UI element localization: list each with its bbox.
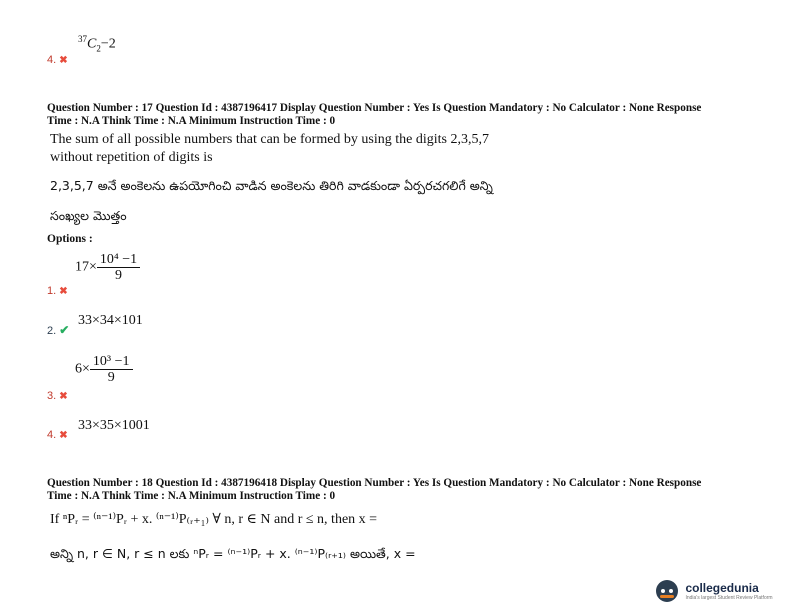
option-2[interactable]: 2. ✔ (47, 323, 70, 337)
option-1[interactable]: 1. ✖ (47, 285, 68, 297)
cross-icon: ✖ (59, 286, 68, 297)
collegedunia-logo: collegedunia India's largest Student Review Platform (656, 580, 773, 602)
q17-meta-line1: Question Number : 17 Question Id : 4387196417 Display Question Number : Yes Is Question Mandatory : No Calculator : None Response (47, 102, 702, 114)
q18-meta-line2: Time : N.A Think Time : N.A Minimum Instruction Time : 0 (47, 490, 336, 502)
options-label: Options : (47, 233, 93, 245)
option-1-expression: 17× $\frac{\text{10⁴ −1}}{9}$ (75, 252, 140, 283)
q18-meta-line1: Question Number : 18 Question Id : 4387196418 Display Question Number : Yes Is Question Mandatory : No Calculator : None Response (47, 477, 702, 489)
check-icon: ✔ (59, 323, 70, 337)
cross-icon: ✖ (59, 430, 68, 441)
q18-text-te: అన్ని n, r ∈ N, r ≤ n లకు ⁿPᵣ = ⁽ⁿ⁻¹⁾Pᵣ + x. ⁽ⁿ⁻¹⁾P₍ᵣ₊₁₎ అయితే, x = (50, 546, 416, 561)
q17-meta-line2: Time : N.A Think Time : N.A Minimum Instruction Time : 0 (47, 115, 336, 127)
option-3-expression: 6× $\frac{\text{10³ −1}}{9}$ (75, 354, 133, 385)
prev-option-4: 4. ✖ (47, 54, 68, 66)
option-3[interactable]: 3. ✖ (47, 390, 68, 402)
cross-icon: ✖ (59, 55, 68, 66)
option-4[interactable]: 4. ✖ (47, 429, 68, 441)
q17-telugu-line1: 2,3,5,7 అనే అంకెలను ఉపయోగించి వాడిన అంకెలను తిరిగి వాడకుండా ఏర్పరచగలిగే అన్ని (50, 178, 493, 193)
prev-option-expression: $^{37}C_2-2$ (78, 34, 116, 54)
q17-text-line2: without repetition of digits is (50, 150, 213, 165)
option-2-expression: 33×34×101 (78, 313, 143, 328)
option-4-expression: 33×35×1001 (78, 418, 150, 433)
q17-text-line1: The sum of all possible numbers that can be formed by using the digits 2,3,5,7 (50, 132, 489, 147)
q18-text-en: If ⁿPᵣ = ⁽ⁿ⁻¹⁾Pᵣ + x. ⁽ⁿ⁻¹⁾P₍ᵣ₊₁₎ ∀ n, r ∈ N and r ≤ n, then x = (50, 512, 378, 527)
cross-icon: ✖ (59, 391, 68, 402)
q17-telugu-line2: సంఖ్యల మొత్తం (50, 208, 127, 223)
mascot-icon (656, 580, 678, 602)
